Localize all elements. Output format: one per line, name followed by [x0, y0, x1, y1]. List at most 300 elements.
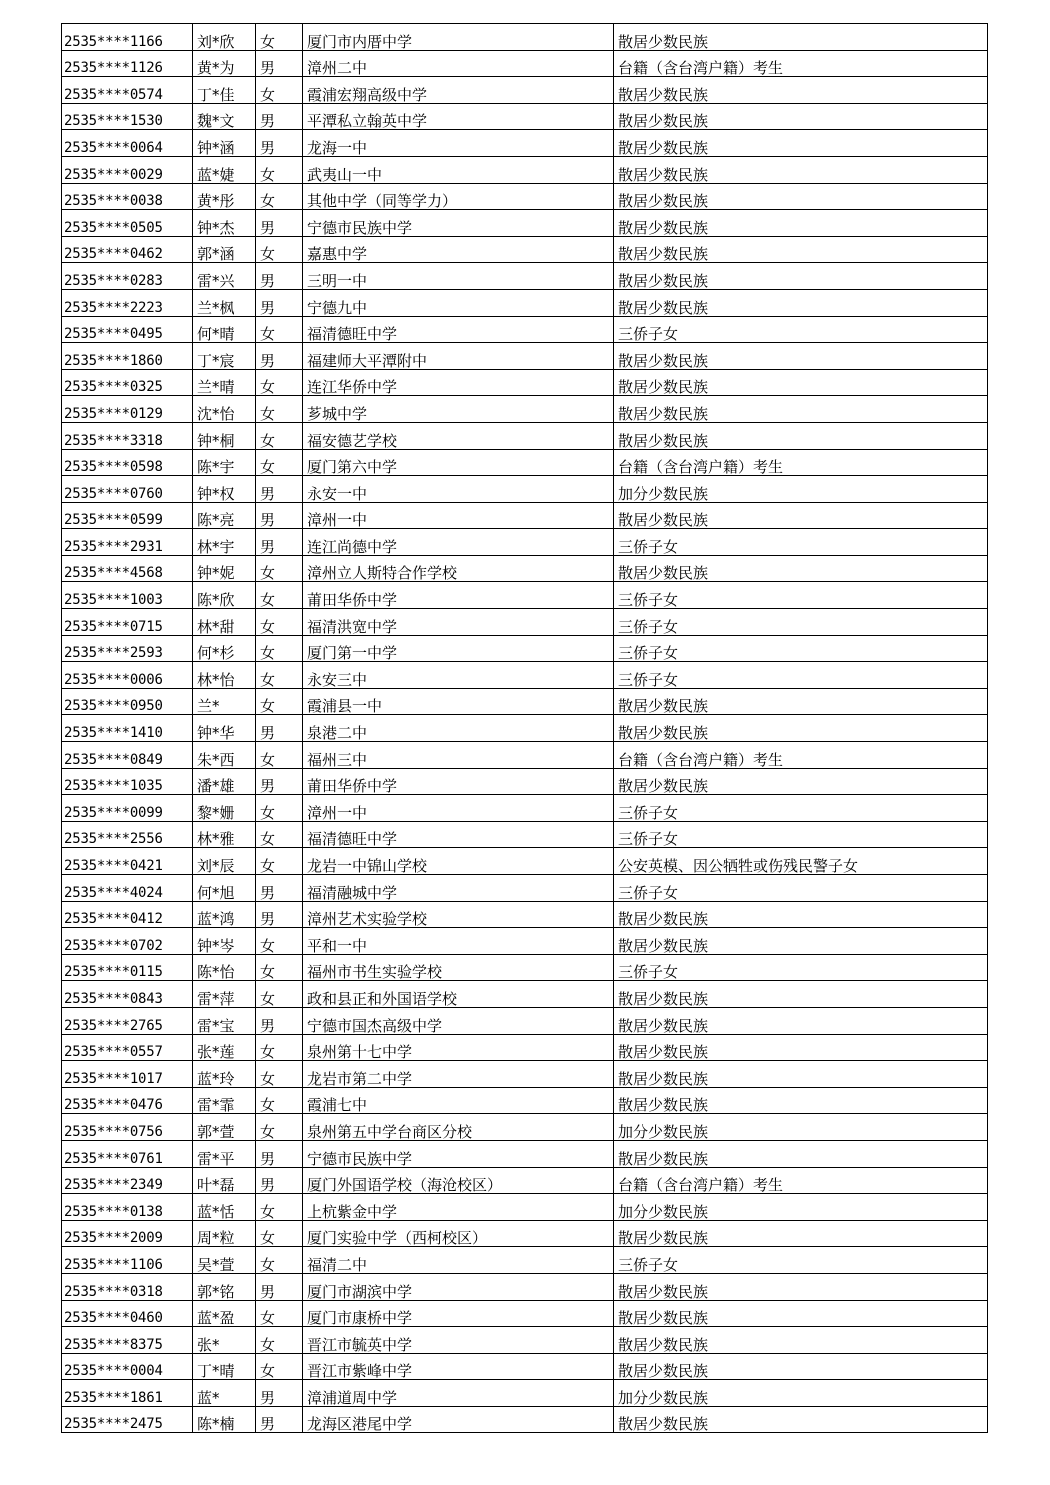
school-cell: 福清融城中学: [303, 875, 614, 902]
table-row: [62, 742, 988, 769]
category-cell: 散居少数民族: [614, 1300, 988, 1327]
gender-cell: 女: [256, 236, 303, 263]
category-cell: 散居少数民族: [614, 768, 988, 795]
table-row: [62, 662, 988, 689]
candidate-id-cell: 2535****2475: [62, 1406, 193, 1433]
school-cell: 福清洪宽中学: [303, 609, 614, 636]
category-cell: 三侨子女: [614, 821, 988, 848]
gender-cell: 女: [256, 1353, 303, 1380]
student-name-cell: 蓝*鸿: [193, 901, 256, 928]
category-cell: 三侨子女: [614, 662, 988, 689]
school-cell: 漳州立人斯特合作学校: [303, 555, 614, 582]
category-cell: 散居少数民族: [614, 1007, 988, 1034]
category-cell: 散居少数民族: [614, 422, 988, 449]
student-name-cell: 蓝*婕: [193, 156, 256, 183]
table-row: [62, 130, 988, 157]
gender-cell: 女: [256, 1220, 303, 1247]
school-cell: 漳州艺术实验学校: [303, 901, 614, 928]
category-cell: 三侨子女: [614, 316, 988, 343]
candidate-id-cell: 2535****0505: [62, 210, 193, 237]
table-row: [62, 1167, 988, 1194]
school-cell: 平和一中: [303, 928, 614, 955]
student-name-cell: 黎*姗: [193, 795, 256, 822]
category-cell: 散居少数民族: [614, 555, 988, 582]
gender-cell: 女: [256, 1247, 303, 1274]
student-name-cell: 林*甜: [193, 609, 256, 636]
category-cell: 散居少数民族: [614, 502, 988, 529]
category-cell: 加分少数民族: [614, 476, 988, 503]
school-cell: 厦门实验中学（西柯校区）: [303, 1220, 614, 1247]
gender-cell: 女: [256, 1194, 303, 1221]
table-row: [62, 1247, 988, 1274]
school-cell: 泉州第十七中学: [303, 1034, 614, 1061]
category-cell: 散居少数民族: [614, 103, 988, 130]
gender-cell: 女: [256, 981, 303, 1008]
candidate-id-cell: 2535****1003: [62, 582, 193, 609]
school-cell: 厦门外国语学校（海沧校区）: [303, 1167, 614, 1194]
gender-cell: 男: [256, 343, 303, 370]
gender-cell: 女: [256, 422, 303, 449]
student-name-cell: 郭*铭: [193, 1273, 256, 1300]
table-row: [62, 50, 988, 77]
gender-cell: 女: [256, 635, 303, 662]
candidate-id-cell: 2535****0004: [62, 1353, 193, 1380]
candidate-id-cell: 2535****1861: [62, 1380, 193, 1407]
table-row: [62, 848, 988, 875]
category-cell: 加分少数民族: [614, 1380, 988, 1407]
table-row: [62, 1114, 988, 1141]
table-row: [62, 1140, 988, 1167]
category-cell: 散居少数民族: [614, 289, 988, 316]
student-name-cell: 陈*亮: [193, 502, 256, 529]
table-row: [62, 928, 988, 955]
table-row: [62, 981, 988, 1008]
school-cell: 福清二中: [303, 1247, 614, 1274]
student-name-cell: 蓝*: [193, 1380, 256, 1407]
table-row: [62, 1327, 988, 1354]
category-cell: 散居少数民族: [614, 1034, 988, 1061]
table-row: [62, 1220, 988, 1247]
table-row: [62, 1380, 988, 1407]
school-cell: 漳州一中: [303, 502, 614, 529]
student-name-cell: 林*怡: [193, 662, 256, 689]
table-row: [62, 875, 988, 902]
candidate-id-cell: 2535****1106: [62, 1247, 193, 1274]
candidate-id-cell: 2535****2593: [62, 635, 193, 662]
table-row: [62, 688, 988, 715]
candidate-id-cell: 2535****2931: [62, 529, 193, 556]
table-row: [62, 901, 988, 928]
student-name-cell: 叶*磊: [193, 1167, 256, 1194]
student-name-cell: 刘*欣: [193, 24, 256, 51]
school-cell: 福清德旺中学: [303, 821, 614, 848]
category-cell: 散居少数民族: [614, 130, 988, 157]
category-cell: 散居少数民族: [614, 715, 988, 742]
school-cell: 福州三中: [303, 742, 614, 769]
candidate-id-cell: 2535****0325: [62, 369, 193, 396]
student-name-cell: 郭*涵: [193, 236, 256, 263]
category-cell: 散居少数民族: [614, 396, 988, 423]
gender-cell: 女: [256, 662, 303, 689]
school-cell: 其他中学（同等学力）: [303, 183, 614, 210]
gender-cell: 男: [256, 130, 303, 157]
table-row: [62, 156, 988, 183]
category-cell: 三侨子女: [614, 1247, 988, 1274]
student-name-cell: 钟*桐: [193, 422, 256, 449]
student-name-cell: 蓝*玲: [193, 1061, 256, 1088]
category-cell: 散居少数民族: [614, 183, 988, 210]
gender-cell: 女: [256, 1061, 303, 1088]
gender-cell: 男: [256, 289, 303, 316]
school-cell: 龙岩一中锦山学校: [303, 848, 614, 875]
student-name-cell: 何*杉: [193, 635, 256, 662]
student-name-cell: 丁*宸: [193, 343, 256, 370]
school-cell: 宁德市民族中学: [303, 1140, 614, 1167]
student-name-cell: 郭*萱: [193, 1114, 256, 1141]
school-cell: 宁德市国杰高级中学: [303, 1007, 614, 1034]
student-name-cell: 兰*: [193, 688, 256, 715]
candidate-id-cell: 2535****1017: [62, 1061, 193, 1088]
school-cell: 晋江市紫峰中学: [303, 1353, 614, 1380]
school-cell: 上杭紫金中学: [303, 1194, 614, 1221]
category-cell: 散居少数民族: [614, 1273, 988, 1300]
school-cell: 龙海一中: [303, 130, 614, 157]
candidate-id-cell: 2535****0064: [62, 130, 193, 157]
student-name-cell: 黄*为: [193, 50, 256, 77]
candidate-id-cell: 2535****0702: [62, 928, 193, 955]
student-name-cell: 张*莲: [193, 1034, 256, 1061]
gender-cell: 女: [256, 742, 303, 769]
category-cell: 三侨子女: [614, 609, 988, 636]
candidate-id-cell: 2535****2223: [62, 289, 193, 316]
category-cell: 三侨子女: [614, 582, 988, 609]
candidate-id-cell: 2535****4568: [62, 555, 193, 582]
student-roster-table: [61, 23, 988, 1433]
school-cell: 漳州一中: [303, 795, 614, 822]
gender-cell: 男: [256, 476, 303, 503]
table-row: [62, 449, 988, 476]
student-name-cell: 雷*霏: [193, 1087, 256, 1114]
candidate-id-cell: 2535****0557: [62, 1034, 193, 1061]
candidate-id-cell: 2535****0115: [62, 954, 193, 981]
student-name-cell: 钟*妮: [193, 555, 256, 582]
category-cell: 台籍（含台湾户籍）考生: [614, 449, 988, 476]
student-name-cell: 钟*岑: [193, 928, 256, 955]
category-cell: 散居少数民族: [614, 369, 988, 396]
school-cell: 漳州二中: [303, 50, 614, 77]
table-row: [62, 1273, 988, 1300]
category-cell: 散居少数民族: [614, 24, 988, 51]
category-cell: 散居少数民族: [614, 1353, 988, 1380]
table-row: [62, 1194, 988, 1221]
school-cell: 政和县正和外国语学校: [303, 981, 614, 1008]
school-cell: 永安一中: [303, 476, 614, 503]
candidate-id-cell: 2535****2556: [62, 821, 193, 848]
gender-cell: 男: [256, 502, 303, 529]
student-name-cell: 陈*宇: [193, 449, 256, 476]
table-row: [62, 768, 988, 795]
student-name-cell: 吴*萱: [193, 1247, 256, 1274]
school-cell: 福建师大平潭附中: [303, 343, 614, 370]
student-name-cell: 兰*枫: [193, 289, 256, 316]
table-row: [62, 582, 988, 609]
candidate-id-cell: 2535****3318: [62, 422, 193, 449]
student-name-cell: 陈*欣: [193, 582, 256, 609]
school-cell: 霞浦县一中: [303, 688, 614, 715]
student-name-cell: 刘*辰: [193, 848, 256, 875]
school-cell: 福州市书生实验学校: [303, 954, 614, 981]
student-name-cell: 蓝*盈: [193, 1300, 256, 1327]
student-name-cell: 潘*雄: [193, 768, 256, 795]
student-name-cell: 钟*涵: [193, 130, 256, 157]
candidate-id-cell: 2535****0760: [62, 476, 193, 503]
table-row: [62, 369, 988, 396]
gender-cell: 女: [256, 954, 303, 981]
category-cell: 散居少数民族: [614, 1327, 988, 1354]
student-name-cell: 何*晴: [193, 316, 256, 343]
category-cell: 散居少数民族: [614, 1220, 988, 1247]
gender-cell: 女: [256, 1034, 303, 1061]
table-row: [62, 1406, 988, 1433]
school-cell: 晋江市毓英中学: [303, 1327, 614, 1354]
gender-cell: 女: [256, 183, 303, 210]
gender-cell: 女: [256, 24, 303, 51]
school-cell: 泉港二中: [303, 715, 614, 742]
candidate-id-cell: 2535****8375: [62, 1327, 193, 1354]
gender-cell: 男: [256, 1380, 303, 1407]
category-cell: 散居少数民族: [614, 901, 988, 928]
gender-cell: 男: [256, 715, 303, 742]
candidate-id-cell: 2535****0038: [62, 183, 193, 210]
student-name-cell: 陈*楠: [193, 1406, 256, 1433]
candidate-id-cell: 2535****1166: [62, 24, 193, 51]
table-row: [62, 715, 988, 742]
table-row: [62, 1034, 988, 1061]
candidate-id-cell: 2535****2349: [62, 1167, 193, 1194]
candidate-id-cell: 2535****1126: [62, 50, 193, 77]
category-cell: 加分少数民族: [614, 1194, 988, 1221]
table-row: [62, 795, 988, 822]
candidate-id-cell: 2535****0318: [62, 1273, 193, 1300]
table-row: [62, 502, 988, 529]
student-name-cell: 陈*怡: [193, 954, 256, 981]
table-row: [62, 210, 988, 237]
table-row: [62, 635, 988, 662]
student-name-cell: 雷*平: [193, 1140, 256, 1167]
candidate-id-cell: 2535****0283: [62, 263, 193, 290]
table-row: [62, 555, 988, 582]
gender-cell: 男: [256, 50, 303, 77]
school-cell: 福安德艺学校: [303, 422, 614, 449]
gender-cell: 女: [256, 369, 303, 396]
category-cell: 散居少数民族: [614, 1061, 988, 1088]
category-cell: 散居少数民族: [614, 1406, 988, 1433]
gender-cell: 女: [256, 928, 303, 955]
table-row: [62, 529, 988, 556]
school-cell: 厦门第六中学: [303, 449, 614, 476]
school-cell: 霞浦七中: [303, 1087, 614, 1114]
candidate-id-cell: 2535****0495: [62, 316, 193, 343]
student-name-cell: 雷*宝: [193, 1007, 256, 1034]
gender-cell: 男: [256, 210, 303, 237]
candidate-id-cell: 2535****0843: [62, 981, 193, 1008]
table-row: [62, 476, 988, 503]
table-row: [62, 422, 988, 449]
table-row: [62, 103, 988, 130]
candidate-id-cell: 2535****0029: [62, 156, 193, 183]
candidate-id-cell: 2535****0599: [62, 502, 193, 529]
candidate-id-cell: 2535****1860: [62, 343, 193, 370]
table-row: [62, 396, 988, 423]
gender-cell: 男: [256, 1140, 303, 1167]
category-cell: 散居少数民族: [614, 1140, 988, 1167]
gender-cell: 男: [256, 529, 303, 556]
gender-cell: 女: [256, 449, 303, 476]
school-cell: 宁德市民族中学: [303, 210, 614, 237]
gender-cell: 男: [256, 103, 303, 130]
table-row: [62, 1007, 988, 1034]
gender-cell: 女: [256, 795, 303, 822]
gender-cell: 女: [256, 609, 303, 636]
student-name-cell: 沈*怡: [193, 396, 256, 423]
category-cell: 三侨子女: [614, 795, 988, 822]
category-cell: 加分少数民族: [614, 1114, 988, 1141]
candidate-id-cell: 2535****0476: [62, 1087, 193, 1114]
school-cell: 莆田华侨中学: [303, 582, 614, 609]
gender-cell: 男: [256, 901, 303, 928]
gender-cell: 女: [256, 77, 303, 104]
candidate-id-cell: 2535****0138: [62, 1194, 193, 1221]
student-name-cell: 丁*晴: [193, 1353, 256, 1380]
table-row: [62, 1061, 988, 1088]
gender-cell: 男: [256, 1406, 303, 1433]
school-cell: 莆田华侨中学: [303, 768, 614, 795]
student-name-cell: 钟*杰: [193, 210, 256, 237]
candidate-id-cell: 2535****1035: [62, 768, 193, 795]
gender-cell: 女: [256, 688, 303, 715]
student-name-cell: 何*旭: [193, 875, 256, 902]
student-name-cell: 丁*佳: [193, 77, 256, 104]
school-cell: 厦门市湖滨中学: [303, 1273, 614, 1300]
school-cell: 漳浦道周中学: [303, 1380, 614, 1407]
table-row: [62, 263, 988, 290]
category-cell: 散居少数民族: [614, 1087, 988, 1114]
candidate-id-cell: 2535****1410: [62, 715, 193, 742]
gender-cell: 男: [256, 1167, 303, 1194]
school-cell: 三明一中: [303, 263, 614, 290]
category-cell: 台籍（含台湾户籍）考生: [614, 742, 988, 769]
school-cell: 厦门第一中学: [303, 635, 614, 662]
candidate-id-cell: 2535****0756: [62, 1114, 193, 1141]
category-cell: 三侨子女: [614, 954, 988, 981]
student-name-cell: 兰*晴: [193, 369, 256, 396]
table-row: [62, 954, 988, 981]
gender-cell: 男: [256, 1007, 303, 1034]
category-cell: 散居少数民族: [614, 156, 988, 183]
table-row: [62, 236, 988, 263]
gender-cell: 女: [256, 555, 303, 582]
school-cell: 龙岩市第二中学: [303, 1061, 614, 1088]
category-cell: 散居少数民族: [614, 236, 988, 263]
table-row: [62, 1087, 988, 1114]
school-cell: 龙海区港尾中学: [303, 1406, 614, 1433]
candidate-id-cell: 2535****0598: [62, 449, 193, 476]
candidate-id-cell: 2535****2765: [62, 1007, 193, 1034]
category-cell: 散居少数民族: [614, 77, 988, 104]
table-row: [62, 609, 988, 636]
student-name-cell: 雷*萍: [193, 981, 256, 1008]
candidate-id-cell: 2535****0950: [62, 688, 193, 715]
table-row: [62, 1300, 988, 1327]
candidate-id-cell: 2535****4024: [62, 875, 193, 902]
table-row: [62, 343, 988, 370]
school-cell: 厦门市康桥中学: [303, 1300, 614, 1327]
candidate-id-cell: 2535****0761: [62, 1140, 193, 1167]
category-cell: 散居少数民族: [614, 210, 988, 237]
candidate-id-cell: 2535****0421: [62, 848, 193, 875]
student-name-cell: 钟*权: [193, 476, 256, 503]
gender-cell: 女: [256, 848, 303, 875]
student-name-cell: 魏*文: [193, 103, 256, 130]
category-cell: 台籍（含台湾户籍）考生: [614, 50, 988, 77]
candidate-id-cell: 2535****0849: [62, 742, 193, 769]
gender-cell: 女: [256, 1300, 303, 1327]
student-name-cell: 蓝*恬: [193, 1194, 256, 1221]
school-cell: 芗城中学: [303, 396, 614, 423]
student-name-cell: 钟*华: [193, 715, 256, 742]
candidate-id-cell: 2535****0412: [62, 901, 193, 928]
category-cell: 散居少数民族: [614, 343, 988, 370]
candidate-id-cell: 2535****2009: [62, 1220, 193, 1247]
table-row: [62, 821, 988, 848]
school-cell: 厦门市内厝中学: [303, 24, 614, 51]
table-row: [62, 183, 988, 210]
table-row: [62, 24, 988, 51]
table-row: [62, 316, 988, 343]
school-cell: 霞浦宏翔高级中学: [303, 77, 614, 104]
gender-cell: 男: [256, 768, 303, 795]
gender-cell: 女: [256, 396, 303, 423]
category-cell: 三侨子女: [614, 875, 988, 902]
gender-cell: 女: [256, 821, 303, 848]
candidate-id-cell: 2535****0006: [62, 662, 193, 689]
category-cell: 散居少数民族: [614, 928, 988, 955]
roster-body: [62, 24, 988, 1433]
category-cell: 三侨子女: [614, 529, 988, 556]
school-cell: 平潭私立翰英中学: [303, 103, 614, 130]
table-row: [62, 1353, 988, 1380]
candidate-id-cell: 2535****0715: [62, 609, 193, 636]
school-cell: 永安三中: [303, 662, 614, 689]
category-cell: 三侨子女: [614, 635, 988, 662]
school-cell: 连江尚德中学: [303, 529, 614, 556]
gender-cell: 女: [256, 156, 303, 183]
category-cell: 散居少数民族: [614, 688, 988, 715]
gender-cell: 男: [256, 1273, 303, 1300]
school-cell: 嘉惠中学: [303, 236, 614, 263]
school-cell: 宁德九中: [303, 289, 614, 316]
category-cell: 散居少数民族: [614, 981, 988, 1008]
gender-cell: 女: [256, 316, 303, 343]
student-name-cell: 林*雅: [193, 821, 256, 848]
student-name-cell: 周*粒: [193, 1220, 256, 1247]
school-cell: 福清德旺中学: [303, 316, 614, 343]
candidate-id-cell: 2535****0462: [62, 236, 193, 263]
student-name-cell: 林*宇: [193, 529, 256, 556]
candidate-id-cell: 2535****0460: [62, 1300, 193, 1327]
candidate-id-cell: 2535****0574: [62, 77, 193, 104]
school-cell: 连江华侨中学: [303, 369, 614, 396]
